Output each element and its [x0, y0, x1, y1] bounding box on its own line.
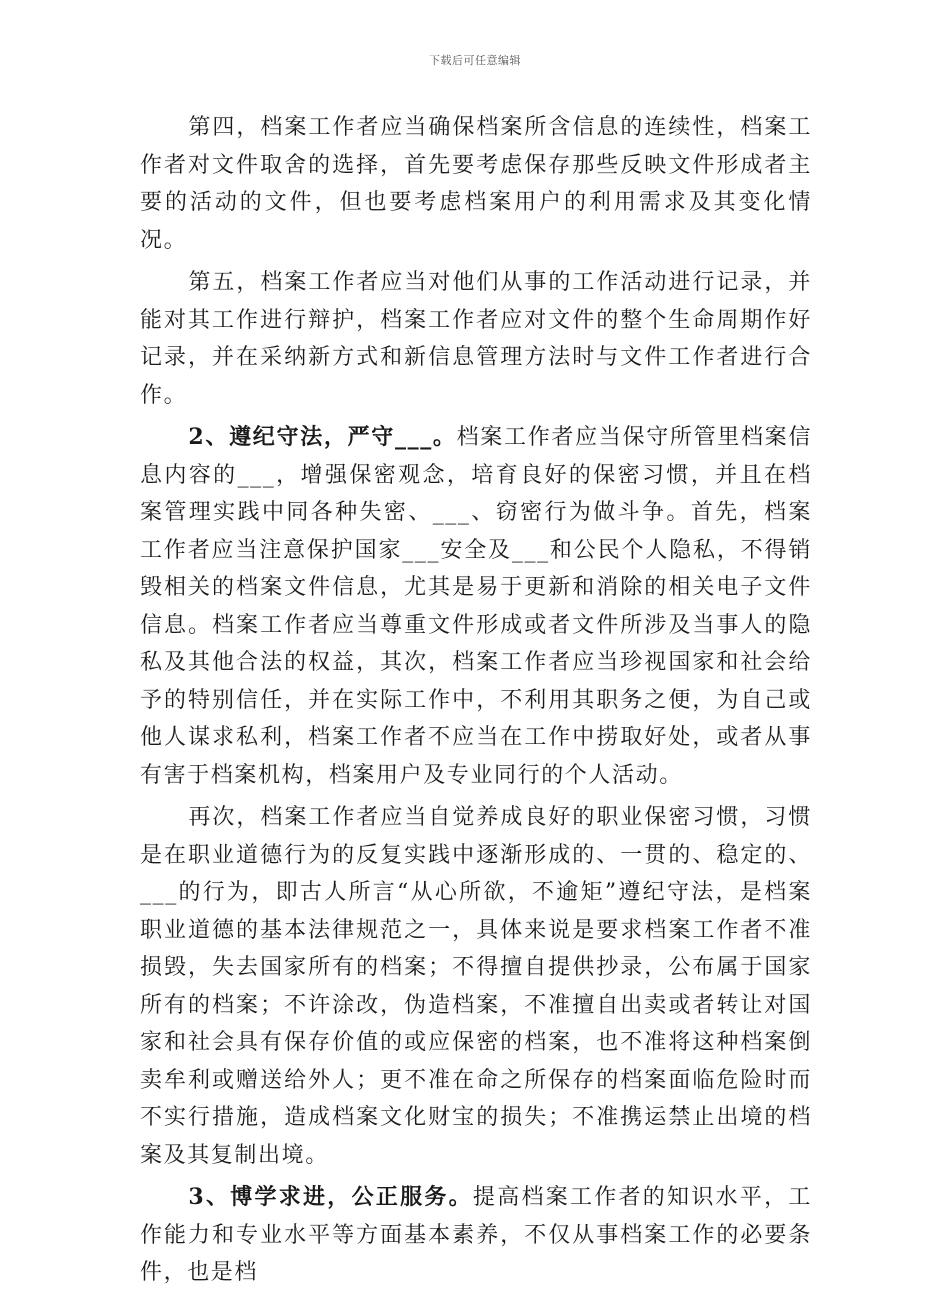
section-heading: 2、遵纪守法，严守___。 [188, 424, 457, 450]
document-body [140, 109, 812, 1297]
paragraph-text: 再次，档案工作者应当自觉养成良好的职业保密习惯，习惯是在职业道德行为的反复实践中逐渐形成的、一贯的、稳定的、___的行为，即古人所言“从心所欲，不逾矩”遵纪守法，是档案职业道德的基本法律规范之一，具体来说是要求档案工作者不准损毁，失去国家所有的档案；不得擅自提供抄录，公布属于国家所有的档案；不许涂改，伪造档案，不准擅自出卖或者转让对国家和社会具有保存价值的或应保密的档案，也不准将这种档案倒卖牟利或赠送给外人；更不准在命之所保存的档案面临危险时而不实行措施，造成档案文化财宝的损失；不准携运禁止出境的档案及其复制出境。 [140, 805, 812, 1168]
paragraph-section-2 [140, 419, 812, 794]
paragraph-text: 第五，档案工作者应当对他们从事的工作活动进行记录，并能对其工作进行辩护，档案工作者应对文件的整个生命周期作好记录，并在采纳新方式和新信息管理方法时与文件工作者进行合作。 [140, 270, 812, 408]
section-heading: 3、博学求进，公正服务。 [188, 1184, 473, 1210]
paragraph-fifth [140, 264, 812, 414]
page-header: 下载后可任意编辑 [429, 54, 521, 67]
paragraph-fourth [140, 109, 812, 259]
paragraph-section-3 [140, 1179, 812, 1292]
paragraph-text: 档案工作者应当保守所管里档案信息内容的___，增强保密观念，培育良好的保密习惯，并且在档案管理实践中同各种失密、___、窃密行为做斗争。首先，档案工作者应当注意保护国家___安全及___和公民个人隐私，不得销毁相关的档案文件信息，尤其是易于更新和消除的相关电子文件信息。档案工作者应当尊重文件形成或者文件所涉及当事人的隐私及其他合法的权益，其次，档案工作者应当珍视国家和社会给予的特别信任，并在实际工作中，不利用其职务之便，为自己或他人谋求私利，档案工作者不应当在工作中捞取好处，或者从事有害于档案机构，档案用户及专业同行的个人活动。 [140, 425, 812, 788]
paragraph-text: 提高档案工作者的知识水平，工作能力和专业水平等方面基本素养，不仅从事档案工作的必要条件，也是档 [140, 1185, 813, 1285]
paragraph-again [140, 799, 812, 1174]
paragraph-text: 第四，档案工作者应当确保档案所含信息的连续性，档案工作者对文件取舍的选择，首先要考虑保存那些反映文件形成者主要的活动的文件，但也要考虑档案用户的利用需求及其变化情况。 [140, 115, 812, 253]
